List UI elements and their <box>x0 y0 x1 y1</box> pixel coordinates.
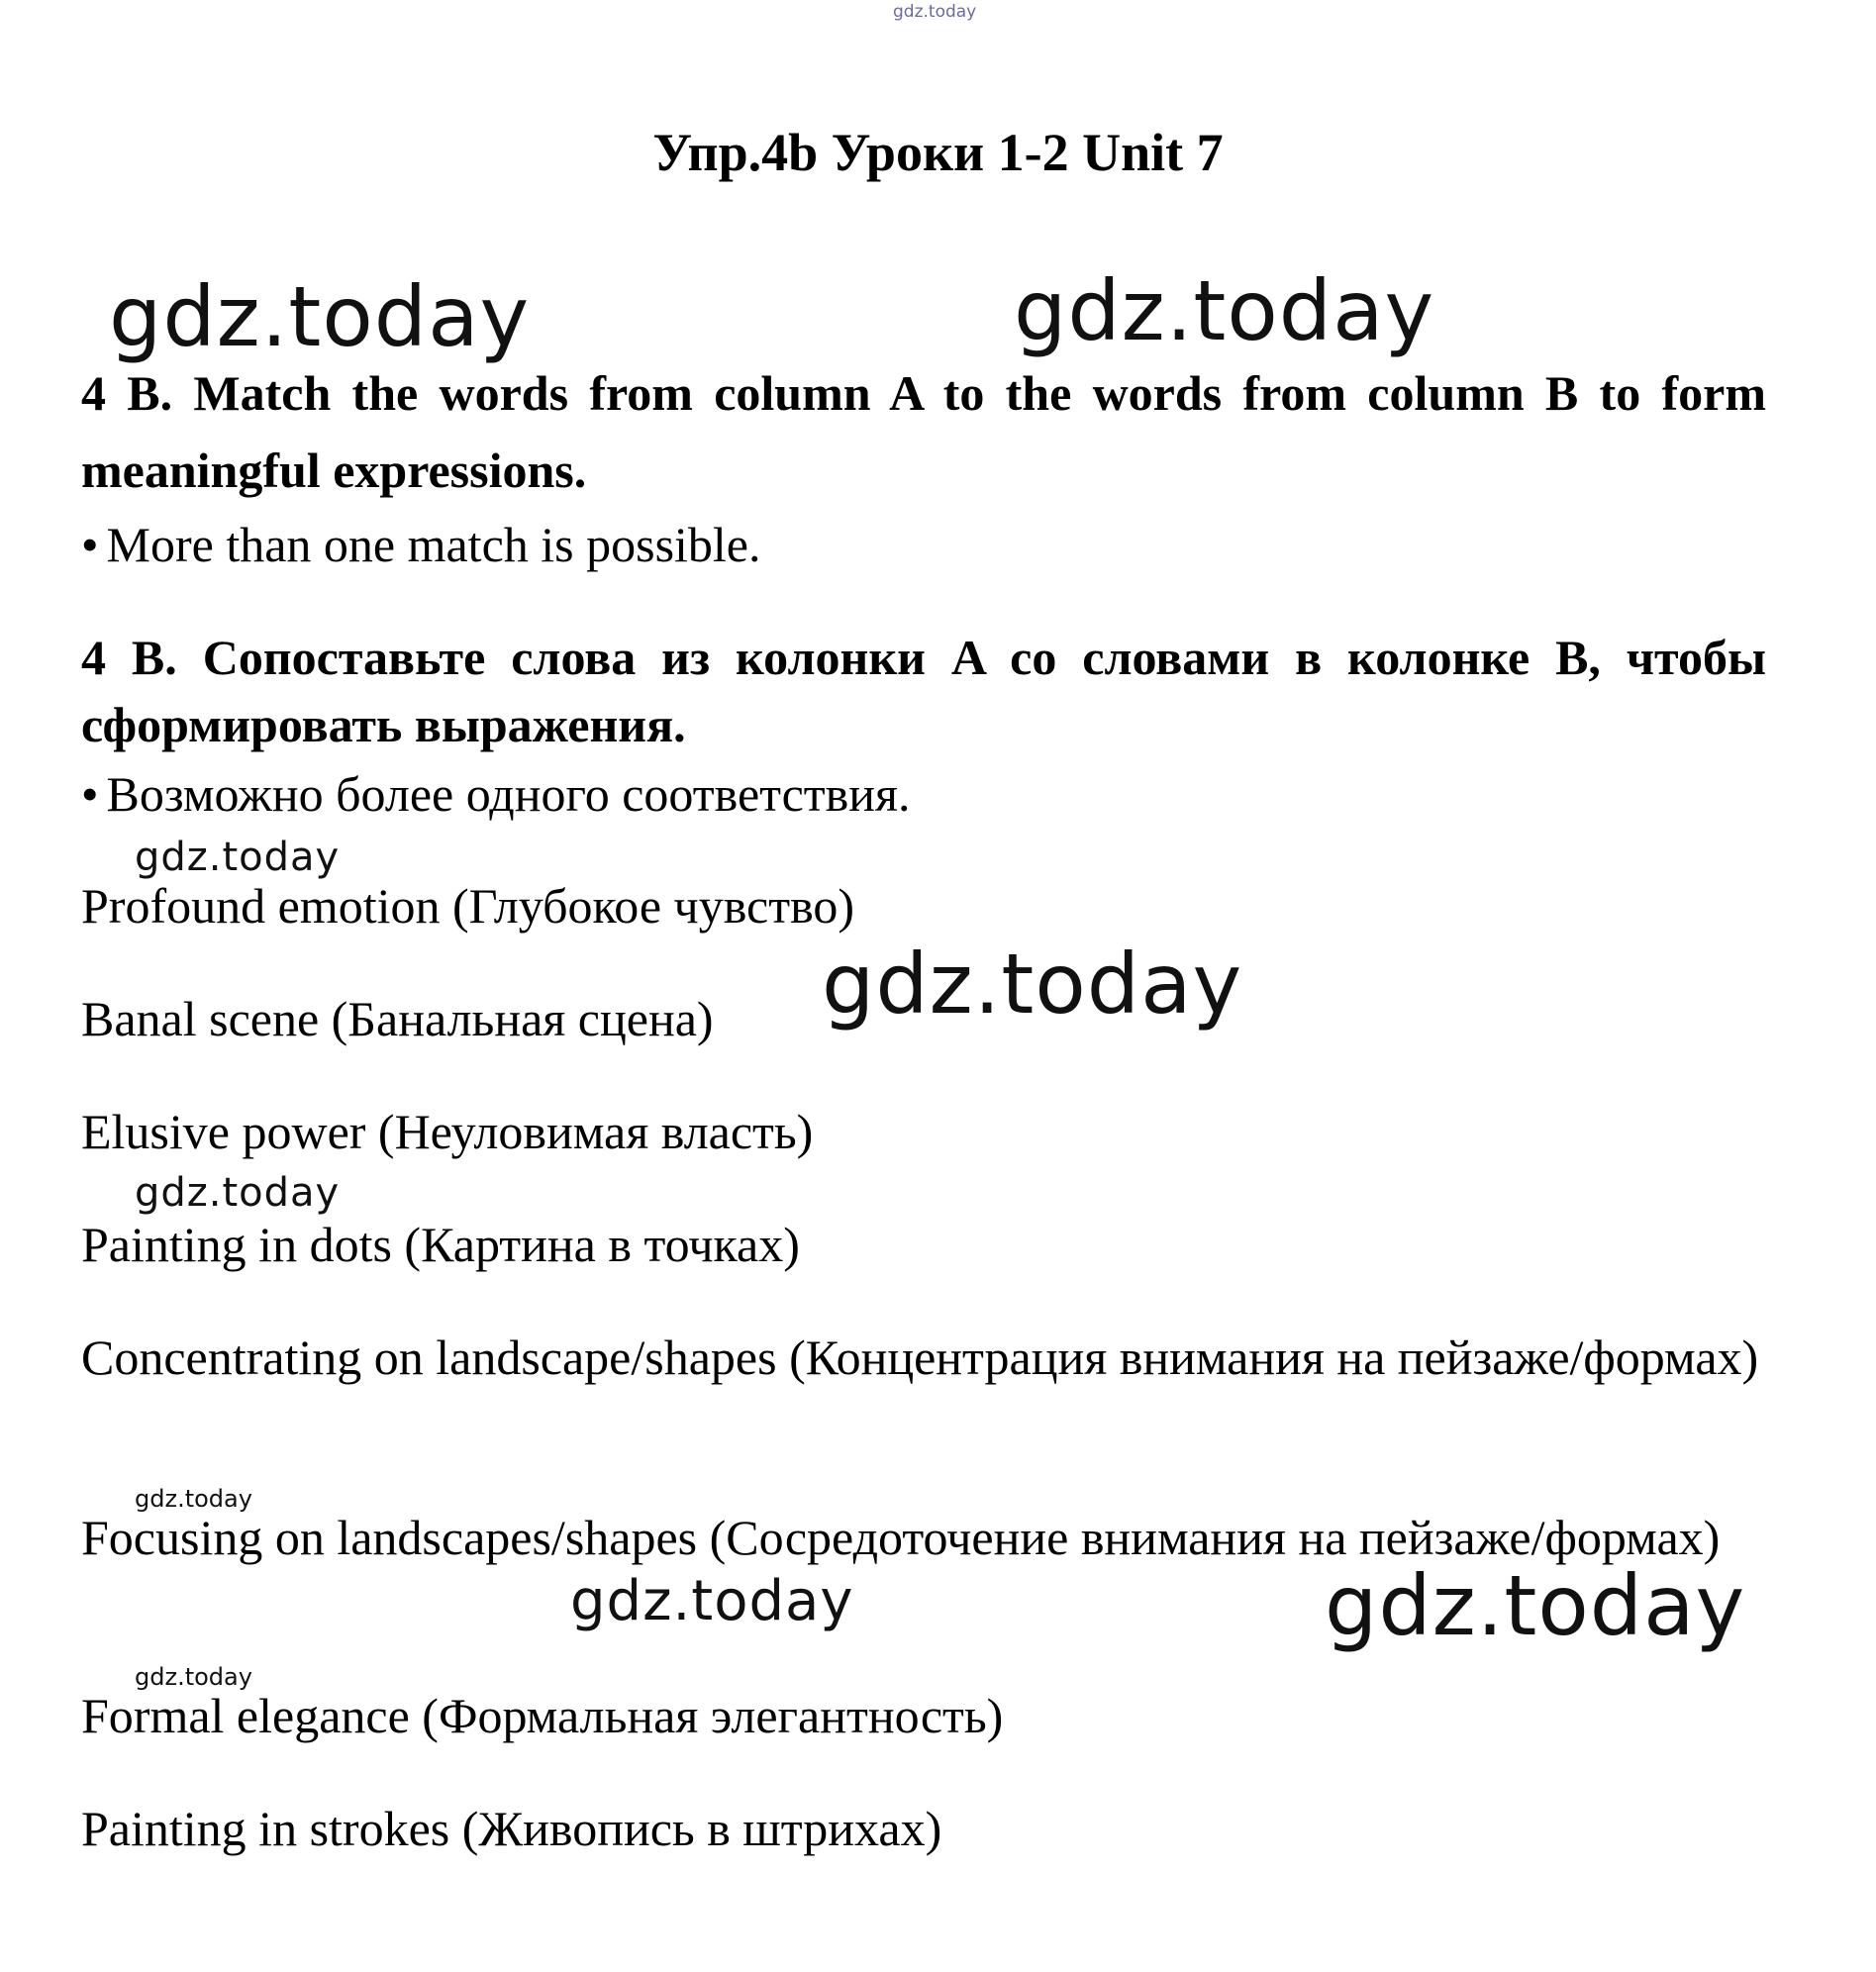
task-en-note-text: More than one match is possible. <box>106 517 761 572</box>
watermark-small: gdz.today <box>135 1170 341 1216</box>
task-en-heading: 4 B. Match the words from column A to the words from column B to form meaningful expressions. <box>81 365 1766 498</box>
task-ru-heading: 4 B. Сопоставьте слова из колонки A со словами в колонке B, чтобы сформировать выражения. <box>81 630 1766 752</box>
watermark-medium: gdz.today <box>570 1569 854 1633</box>
page-title: Упр.4b Уроки 1-2 Unit 7 <box>652 123 1224 182</box>
watermark-tiny: gdz.today <box>135 1663 252 1691</box>
bullet: • <box>81 766 99 822</box>
task-ru-note <box>81 762 911 826</box>
watermark-top: gdz.today <box>893 2 977 22</box>
watermark-small: gdz.today <box>135 835 341 880</box>
answer-item: Elusive power (Неуловимая власть) <box>81 1104 814 1159</box>
task-ru-note-text: Возможно более одного соответствия. <box>106 766 911 822</box>
watermark-large: gdz.today <box>1325 1557 1746 1654</box>
answer-item: Painting in dots (Картина в точках) <box>81 1217 800 1272</box>
answer-item: Profound emotion (Глубокое чувство) <box>81 878 854 934</box>
answer-item: Formal elegance (Формальная элегантность) <box>81 1688 1004 1743</box>
answer-item: Painting in strokes (Живопись в штрихах) <box>81 1801 942 1856</box>
answer-item: Banal scene (Банальная сцена) <box>81 991 714 1046</box>
task-en-note <box>81 513 761 576</box>
answer-item: Concentrating on landscape/shapes (Концентрация внимания на пейзаже/формах) <box>81 1330 1759 1385</box>
answer-item: Focusing on landscapes/shapes (Сосредоточение внимания на пейзаже/формах) <box>81 1510 1721 1565</box>
watermark-large: gdz.today <box>822 936 1243 1033</box>
watermark-large: gdz.today <box>109 268 531 365</box>
bullet: • <box>81 517 99 572</box>
watermark-large: gdz.today <box>1014 262 1435 359</box>
watermark-tiny: gdz.today <box>135 1485 252 1513</box>
